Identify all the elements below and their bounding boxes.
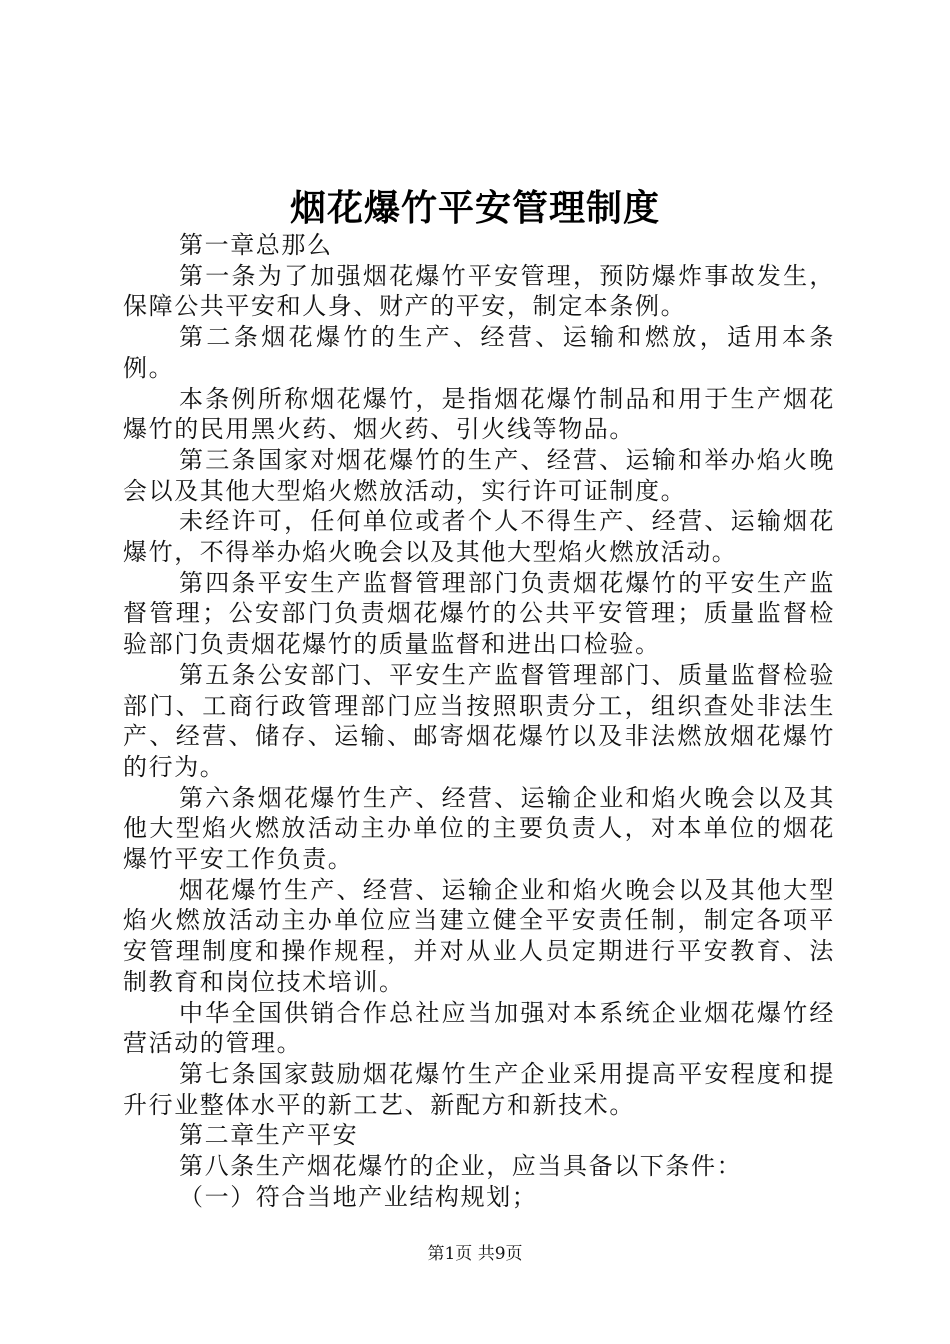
paragraph: 烟花爆竹生产、经营、运输企业和焰火晚会以及其他大型焰火燃放活动主办单位应当建立健全平安责任制，制定各项平安管理制度和操作规程，并对从业人员定期进行平安教育、法制教育和岗位技术培训。	[123, 875, 835, 996]
paragraph: 第一条为了加强烟花爆竹平安管理，预防爆炸事故发生，保障公共平安和人身、财产的平安，制定本条例。	[123, 261, 835, 321]
paragraph: 第二章生产平安	[179, 1121, 359, 1150]
paragraph: （一）符合当地产业结构规划；	[179, 1182, 538, 1211]
paragraph: 第五条公安部门、平安生产监督管理部门、质量监督检验部门、工商行政管理部门应当按照职责分工，组织查处非法生产、经营、储存、运输、邮寄烟花爆竹以及非法燃放烟花爆竹的行为。	[123, 660, 835, 781]
paragraph: 第八条生产烟花爆竹的企业，应当具备以下条件：	[179, 1152, 743, 1181]
paragraph: 第二条烟花爆竹的生产、经营、运输和燃放，适用本条例。	[123, 323, 835, 382]
paragraph: 未经许可，任何单位或者个人不得生产、经营、运输烟花爆竹，不得举办焰火晚会以及其他大型焰火燃放活动。	[123, 507, 835, 567]
document-body	[123, 230, 835, 1213]
paragraph: 第六条烟花爆竹生产、经营、运输企业和焰火晚会以及其他大型焰火燃放活动主办单位的主要负责人，对本单位的烟花爆竹平安工作负责。	[123, 783, 835, 874]
page-footer: 第1页 共9页	[427, 1244, 523, 1264]
paragraph: 中华全国供销合作总社应当加强对本系统企业烟花爆竹经营活动的管理。	[123, 998, 835, 1058]
paragraph: 第三条国家对烟花爆竹的生产、经营、运输和举办焰火晚会以及其他大型焰火燃放活动，实行许可证制度。	[123, 445, 835, 505]
paragraph: 第一章总那么	[179, 231, 333, 259]
paragraph: 第四条平安生产监督管理部门负责烟花爆竹的平安生产监督管理；公安部门负责烟花爆竹的公共平安管理；质量监督检验部门负责烟花爆竹的质量监督和进出口检验。	[123, 568, 835, 659]
document-title: 烟花爆竹平安管理制度	[289, 187, 660, 229]
paragraph: 本条例所称烟花爆竹，是指烟花爆竹制品和用于生产烟花爆竹的民用黑火药、烟火药、引火线等物品。	[123, 384, 835, 444]
paragraph: 第七条国家鼓励烟花爆竹生产企业采用提高平安程度和提升行业整体水平的新工艺、新配方和新技术。	[123, 1059, 835, 1119]
